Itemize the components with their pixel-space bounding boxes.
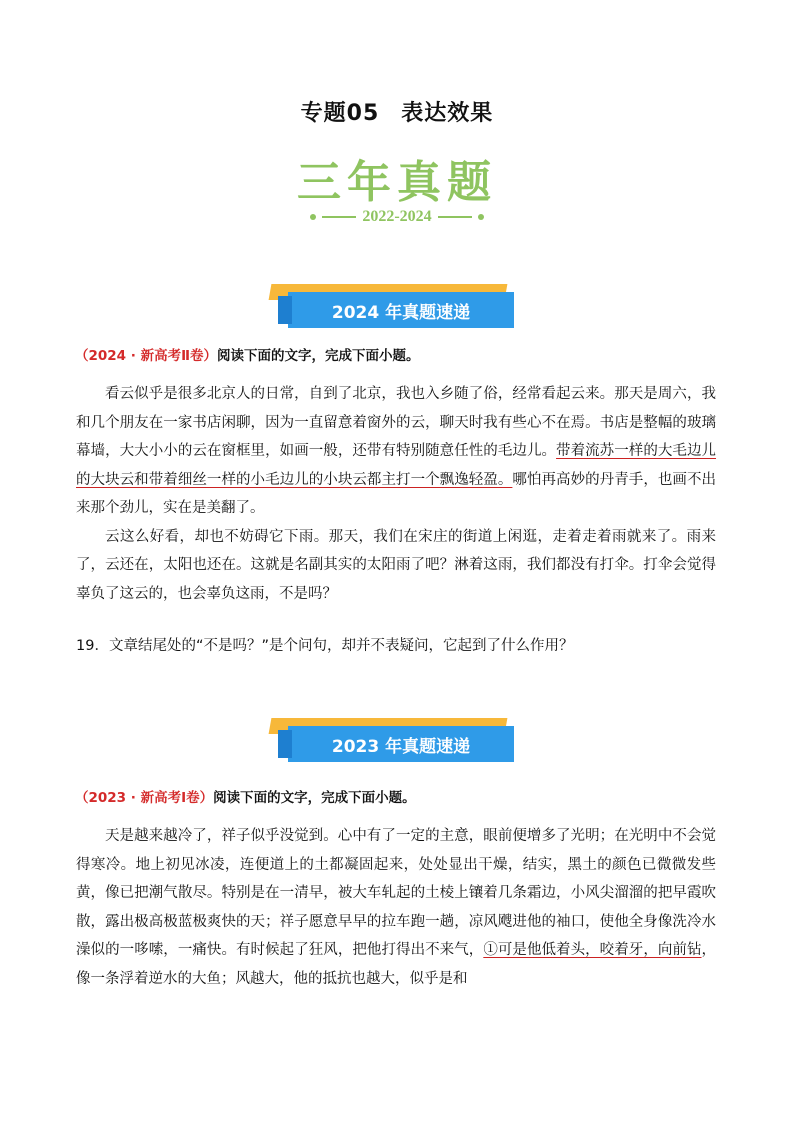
- big-title: 三年真题: [297, 157, 497, 208]
- page-title: [0, 96, 794, 127]
- paragraph: [76, 822, 716, 993]
- title-part2: 表达效果: [401, 101, 494, 126]
- source-tag: （2024 · 新高考Ⅱ卷）: [75, 348, 217, 364]
- text: 天是越来越冷了，祥子似乎没觉到。心中有了一定的主意，眼前便增多了光明；在光明中不会觉得寒冷。地上初见冰凌，连便道上的土都凝固起来，处处显出干燥，结实，黑土的颜色已微微发些黄，像已把潮气散尽。特别是在一清早，被大车轧起的土棱上镶着几条霜边，小风尖溜溜的把早霞吹散，露出极高极蓝极爽快的天；祥子愿意早早的拉车跑一趟，凉风飕进他的袖口，使他全身像洗冷水澡似的一哆嗦，一痛快。有时候起了狂风，把他打得出不来气，: [76, 828, 716, 958]
- passage-2024: [76, 380, 716, 608]
- source-instruction: 阅读下面的文字，完成下面小题。: [213, 790, 416, 806]
- question-19: 19．文章结尾处的“不是吗？”是个问句，却并不表疑问，它起到了什么作用？: [76, 638, 574, 654]
- title-part1: 专题05: [300, 101, 380, 126]
- source-instruction: 阅读下面的文字，完成下面小题。: [217, 348, 420, 364]
- banner-label: 2024 年真题速递: [331, 302, 471, 323]
- banner-label: 2023 年真题速递: [331, 736, 471, 757]
- paragraph: 云这么好看，却也不妨碍它下雨。那天，我们在宋庄的街道上闲逛，走着走着雨就来了。雨来了，云还在，太阳也还在。这就是名副其实的太阳雨了吧？淋着这雨，我们都没有打伞。打伞会觉得辜负了这云的，也会辜负这雨，不是吗？: [76, 528, 716, 602]
- source-line-2024: [75, 344, 420, 364]
- text: ，像一条浮着逆水的大鱼；风越大，他的抵抗也越大，似乎是和: [76, 942, 717, 987]
- text: 看云似乎是很多北京人的日常，自到了北京，我也入乡随了俗，经常看起云来。那天是周六，我和几个朋友在一家书店闲聊，因为一直留意着窗外的云，聊天时我有些心不在焉。书店是整幅的玻璃幕墙，大大小小的云在窗框里，如画一般，还带有特别随意任性的毛边儿。: [76, 386, 716, 459]
- years-ribbon: [0, 208, 794, 226]
- banner-2024: [270, 284, 514, 332]
- passage-2023: [76, 822, 716, 993]
- underlined-sentence: 带着流苏一样的大毛边儿的大块云和带着细丝一样的小毛边儿的小块云都主打一个飘逸轻盈。: [76, 443, 717, 488]
- banner-body: [288, 292, 514, 328]
- source-line-2023: [75, 786, 416, 806]
- left-dot-icon: [310, 214, 316, 220]
- banner-2023: [270, 718, 514, 766]
- right-dot-icon: [478, 214, 484, 220]
- text: 哪怕再高妙的丹青手，也画不出来那个劲儿，实在是美翻了。: [76, 471, 717, 516]
- years-label: 2022-2024: [362, 208, 432, 225]
- right-line: [438, 216, 472, 218]
- source-tag: （2023 · 新高考Ⅰ卷）: [75, 790, 214, 806]
- banner-body: [288, 726, 514, 762]
- paragraph: [76, 380, 716, 523]
- left-line: [322, 216, 356, 218]
- underlined-sentence: ①可是他低着头，咬着牙，向前钻: [483, 942, 702, 958]
